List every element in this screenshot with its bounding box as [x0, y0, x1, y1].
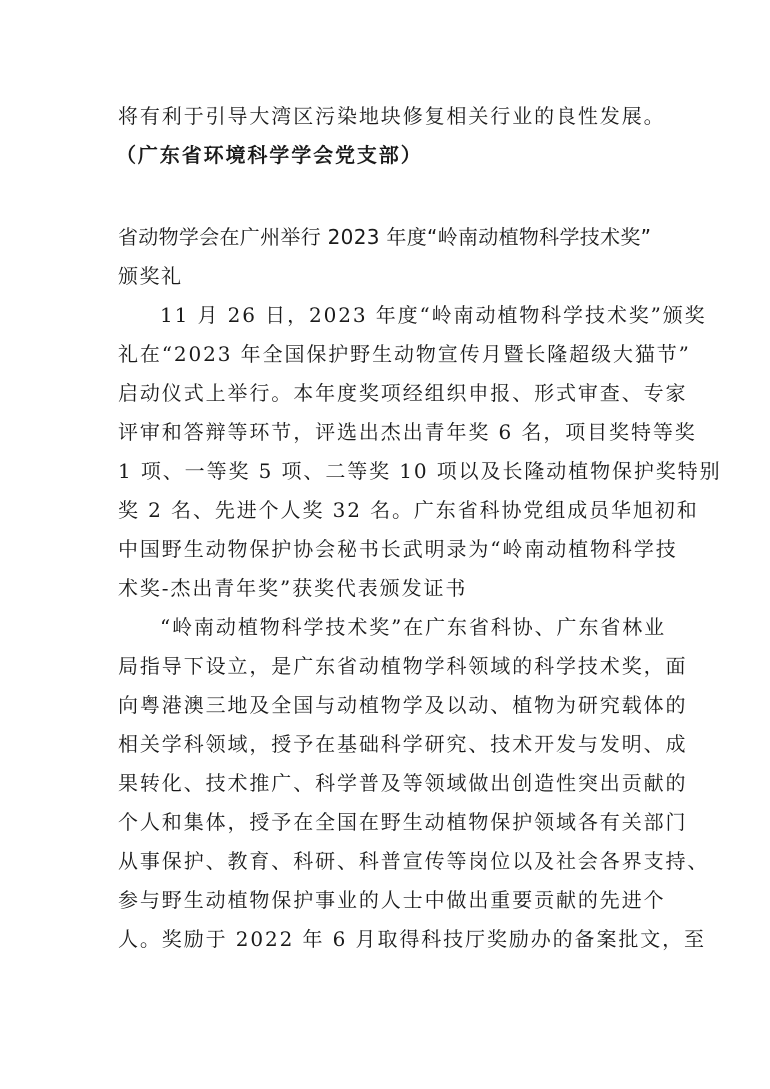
paragraph-line: 11 月 26 日，2023 年度“岭南动植物科学技术奖”颁奖 [160, 303, 707, 327]
article-title-line-2: 颁奖礼 [118, 264, 183, 288]
paragraph-line: 奖 2 名、先进个人奖 32 名。广东省科协党组成员华旭初和 [118, 498, 699, 522]
paragraph-line: 人。奖励于 2022 年 6 月取得科技厅奖励办的备案批文，至 [118, 927, 706, 951]
paragraph-line: 相关学科领域，授予在基础科学研究、技术开发与发明、成 [118, 732, 688, 756]
source-attribution: （广东省环境科学学会党支部） [116, 143, 423, 167]
paragraph-line: 启动仪式上举行。本年度奖项经组织申报、形式审查、专家 [118, 381, 688, 405]
paragraph-line: 礼在“2023 年全国保护野生动物宣传月暨长隆超级大猫节” [118, 342, 691, 366]
paragraph-line: “岭南动植物科学技术奖”在广东省科协、广东省林业 [160, 615, 667, 639]
paragraph-line: 中国野生动物保护协会秘书长武明录为“岭南动植物科学技 [118, 537, 678, 561]
paragraph-line: 术奖-杰出青年奖”获奖代表颁发证书 [118, 576, 468, 600]
paragraph-line: 局指导下设立，是广东省动植物学科领域的科学技术奖，面 [118, 654, 688, 678]
paragraph-line: 向粤港澳三地及全国与动植物学及以动、植物为研究载体的 [118, 693, 688, 717]
paragraph-line: 从事保护、教育、科研、科普宣传等岗位以及社会各界支持、 [118, 849, 710, 873]
paragraph-line: 将有利于引导大湾区污染地块修复相关行业的良性发展。 [118, 104, 666, 128]
paragraph-line: 评审和答辩等环节，评选出杰出青年奖 6 名，项目奖特等奖 [118, 420, 697, 444]
paragraph-line: 个人和集体，授予在全国在野生动植物保护领域各有关部门 [118, 810, 688, 834]
paragraph-line: 参与野生动植物保护事业的人士中做出重要贡献的先进个 [118, 888, 666, 912]
article-title-line-1: 省动物学会在广州举行 2023 年度“岭南动植物科学技术奖” [118, 225, 652, 249]
paragraph-line: 果转化、技术推广、科学普及等领域做出创造性突出贡献的 [118, 771, 688, 795]
paragraph-line: 1 项、一等奖 5 项、二等奖 10 项以及长隆动植物保护奖特别 [118, 459, 722, 483]
